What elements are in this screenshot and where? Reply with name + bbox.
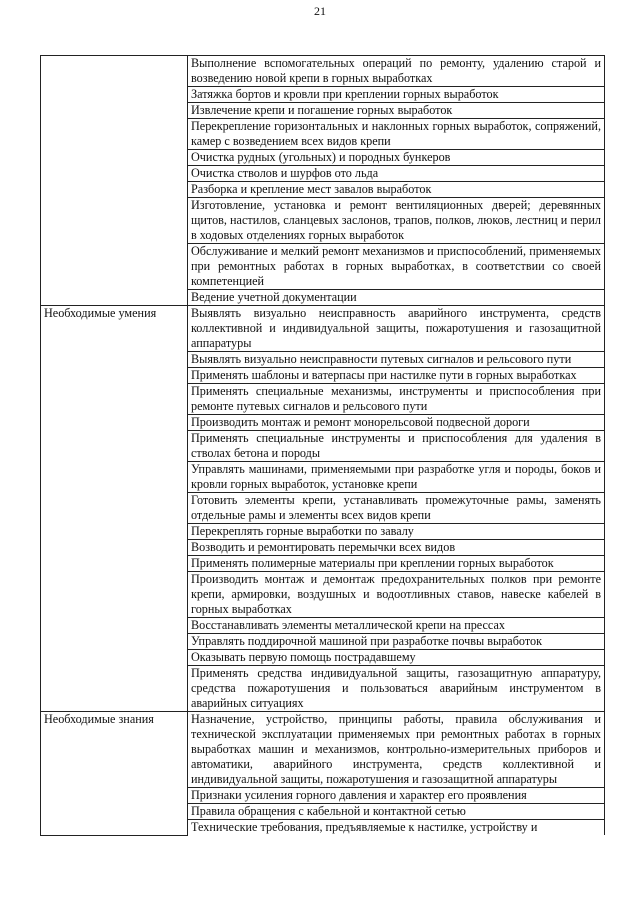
- table-row: [41, 306, 605, 352]
- page-number: 21: [314, 4, 326, 18]
- requirement-item: Выявлять визуально неисправность аварийного инструмента, средств коллективной и индивидуальной защиты, пожаротушения и газозащитной аппаратуры: [188, 306, 605, 352]
- requirement-item: Изготовление, установка и ремонт вентиляционных дверей; деревянных щитов, настилов, сланцевых заслонов, трапов, полков, люков, лестниц и перил в ходовых отделениях горных выработок: [188, 198, 605, 244]
- requirements-table: [40, 55, 605, 836]
- requirement-item: Восстанавливать элементы металлической крепи на прессах: [188, 618, 605, 634]
- requirement-item: Перекреплять горные выработки по завалу: [188, 524, 605, 540]
- requirement-item: Применять средства индивидуальной защиты, газозащитную аппаратуру, средства пожаротушения и пользоваться аварийным инструментом в аварийных ситуациях: [188, 666, 605, 712]
- section-label: [41, 56, 188, 306]
- requirement-item: Извлечение крепи и погашение горных выработок: [188, 103, 605, 119]
- requirement-item: Разборка и крепление мест завалов выработок: [188, 182, 605, 198]
- requirement-item: Производить монтаж и ремонт монорельсовой подвесной дороги: [188, 415, 605, 431]
- requirement-item: Технические требования, предъявляемые к настилке, устройству и: [188, 820, 605, 836]
- requirement-item: Признаки усиления горного давления и характер его проявления: [188, 788, 605, 804]
- requirement-item: Назначение, устройство, принципы работы, правила обслуживания и технической эксплуатации применяемых при ремонтных работах в горных выработках машин и механизмов, контрольно-измерительных приборов и автоматики, аварийного инструмента, средств коллективной и индивидуальной защиты, пожаротушения и газозащитной аппаратуры: [188, 712, 605, 788]
- requirement-item: Применять специальные механизмы, инструменты и приспособления при ремонте путевых сигналов и рельсового пути: [188, 384, 605, 415]
- requirement-item: Управлять поддирочной машиной при разработке почвы выработок: [188, 634, 605, 650]
- requirement-item: Затяжка бортов и кровли при креплении горных выработок: [188, 87, 605, 103]
- requirement-item: Очистка рудных (угольных) и породных бункеров: [188, 150, 605, 166]
- requirement-item: Применять шаблоны и ватерпасы при настилке пути в горных выработках: [188, 368, 605, 384]
- requirement-item: Готовить элементы крепи, устанавливать промежуточные рамы, заменять отдельные рамы и элементы всех видов крепи: [188, 493, 605, 524]
- table-row: [41, 712, 605, 788]
- requirements-table-body: [41, 56, 605, 836]
- requirement-item: Обслуживание и мелкий ремонт механизмов и приспособлений, применяемых при ремонтных работах в горных выработках, в соответствии со своей компетенцией: [188, 244, 605, 290]
- requirement-item: Применять специальные инструменты и приспособления для удаления в стволах бетона и породы: [188, 431, 605, 462]
- requirement-item: Управлять машинами, применяемыми при разработке угля и породы, боков и кровли горных выработок, установке крепи: [188, 462, 605, 493]
- requirement-item: Оказывать первую помощь пострадавшему: [188, 650, 605, 666]
- requirement-item: Возводить и ремонтировать перемычки всех видов: [188, 540, 605, 556]
- requirement-item: Перекрепление горизонтальных и наклонных горных выработок, сопряжений, камер с возведением всех видов крепи: [188, 119, 605, 150]
- requirement-item: Производить монтаж и демонтаж предохранительных полков при ремонте крепи, армировки, воздушных и водоотливных ставов, навеске кабелей в горных выработках: [188, 572, 605, 618]
- table-row: [41, 56, 605, 87]
- requirement-item: Очистка стволов и шурфов ото льда: [188, 166, 605, 182]
- requirement-item: Применять полимерные материалы при креплении горных выработок: [188, 556, 605, 572]
- section-label: Необходимые знания: [41, 712, 188, 836]
- section-label: Необходимые умения: [41, 306, 188, 712]
- requirement-item: Ведение учетной документации: [188, 290, 605, 306]
- requirement-item: Выполнение вспомогательных операций по ремонту, удалению старой и возведению новой крепи в горных выработках: [188, 56, 605, 87]
- requirement-item: Правила обращения с кабельной и контактной сетью: [188, 804, 605, 820]
- requirement-item: Выявлять визуально неисправности путевых сигналов и рельсового пути: [188, 352, 605, 368]
